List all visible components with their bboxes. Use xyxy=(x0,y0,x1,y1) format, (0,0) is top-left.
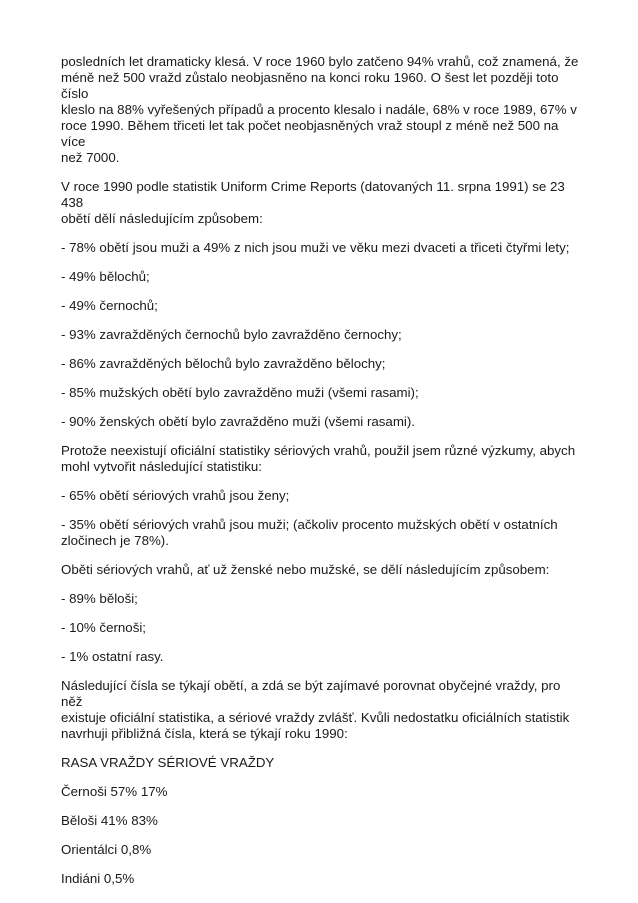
text-line: - 1% ostatní rasy. xyxy=(61,649,164,664)
paragraph-serial-stats xyxy=(61,443,581,475)
text-line: Černoši 57% 17% xyxy=(61,784,168,799)
table-row-indians xyxy=(61,871,581,887)
list-item-female-victims xyxy=(61,414,581,430)
text-line: - 89% běloši; xyxy=(61,591,138,606)
list-item-blacks-by-blacks xyxy=(61,327,581,343)
text-line: RASA VRAŽDY SÉRIOVÉ VRAŽDY xyxy=(61,755,275,770)
table-header-row xyxy=(61,755,581,771)
list-item-victims-men xyxy=(61,240,581,256)
list-item-whites xyxy=(61,269,581,285)
text-line: V roce 1990 podle statistik Uniform Crime Reports (datovaných 11. srpna 1991) se 23 438 xyxy=(61,179,565,210)
text-line: Protože neexistují oficiální statistiky sériových vrahů, použil jsem různé výzkumy, abych xyxy=(61,443,576,458)
list-item-whites-by-whites xyxy=(61,356,581,372)
text-line: - 85% mužských obětí bylo zavražděno muži (všemi rasami); xyxy=(61,385,419,400)
text-line: zločinech je 78%). xyxy=(61,533,169,548)
text-line: Oběti sériových vrahů, ať už ženské nebo mužské, se dělí následujícím způsobem: xyxy=(61,562,550,577)
list-item-serial-other xyxy=(61,649,581,665)
text-line: - 35% obětí sériových vrahů jsou muži; (ačkoliv procento mužských obětí v ostatních xyxy=(61,517,558,532)
text-line: - 49% černochů; xyxy=(61,298,158,313)
text-line: - 65% obětí sériových vrahů jsou ženy; xyxy=(61,488,290,503)
list-item-serial-men xyxy=(61,517,581,549)
text-line: posledních let dramaticky klesá. V roce 1960 bylo zatčeno 94% vrahů, což znamená, že xyxy=(61,54,579,69)
text-line: mohl vytvořit následující statistiku: xyxy=(61,459,263,474)
paragraph-intro xyxy=(61,54,581,166)
text-line: než 7000. xyxy=(61,150,120,165)
list-item-serial-women xyxy=(61,488,581,504)
paragraph-comparison xyxy=(61,678,581,742)
document-page xyxy=(61,54,581,900)
text-line: - 90% ženských obětí bylo zavražděno muži (všemi rasami). xyxy=(61,414,415,429)
text-line: Orientálci 0,8% xyxy=(61,842,152,857)
paragraph-serial-breakdown xyxy=(61,562,581,578)
paragraph-ucr-1990 xyxy=(61,179,581,227)
list-item-serial-whites xyxy=(61,591,581,607)
text-line: - 86% zavražděných bělochů bylo zavražděno bělochy; xyxy=(61,356,386,371)
table-row-blacks xyxy=(61,784,581,800)
text-line: - 49% bělochů; xyxy=(61,269,150,284)
text-line: - 93% zavražděných černochů bylo zavražděno černochy; xyxy=(61,327,402,342)
text-line: - 10% černoši; xyxy=(61,620,146,635)
text-line: existuje oficiální statistika, a sériové vraždy zvlášť. Kvůli nedostatku oficiálních statistik xyxy=(61,710,570,725)
list-item-male-victims xyxy=(61,385,581,401)
text-line: kleslo na 88% vyřešených případů a procento klesalo i nadále, 68% v roce 1989, 67% v xyxy=(61,102,577,117)
text-line: Indiáni 0,5% xyxy=(61,871,135,886)
table-row-whites xyxy=(61,813,581,829)
list-item-serial-blacks xyxy=(61,620,581,636)
text-line: Následující čísla se týkají obětí, a zdá se být zajímavé porovnat obyčejné vraždy, pro něž xyxy=(61,678,561,709)
text-line: méně než 500 vražd zůstalo neobjasněno na konci roku 1960. O šest let později toto číslo xyxy=(61,70,559,101)
text-line: navrhuji přibližná čísla, která se týkají roku 1990: xyxy=(61,726,348,741)
text-line: obětí dělí následujícím způsobem: xyxy=(61,211,263,226)
text-line: Běloši 41% 83% xyxy=(61,813,158,828)
list-item-blacks xyxy=(61,298,581,314)
text-line: roce 1990. Během třiceti let tak počet neobjasněných vraž stoupl z méně než 500 na více xyxy=(61,118,559,149)
table-row-orientals xyxy=(61,842,581,858)
text-line: - 78% obětí jsou muži a 49% z nich jsou muži ve věku mezi dvaceti a třiceti čtyřmi lety; xyxy=(61,240,570,255)
